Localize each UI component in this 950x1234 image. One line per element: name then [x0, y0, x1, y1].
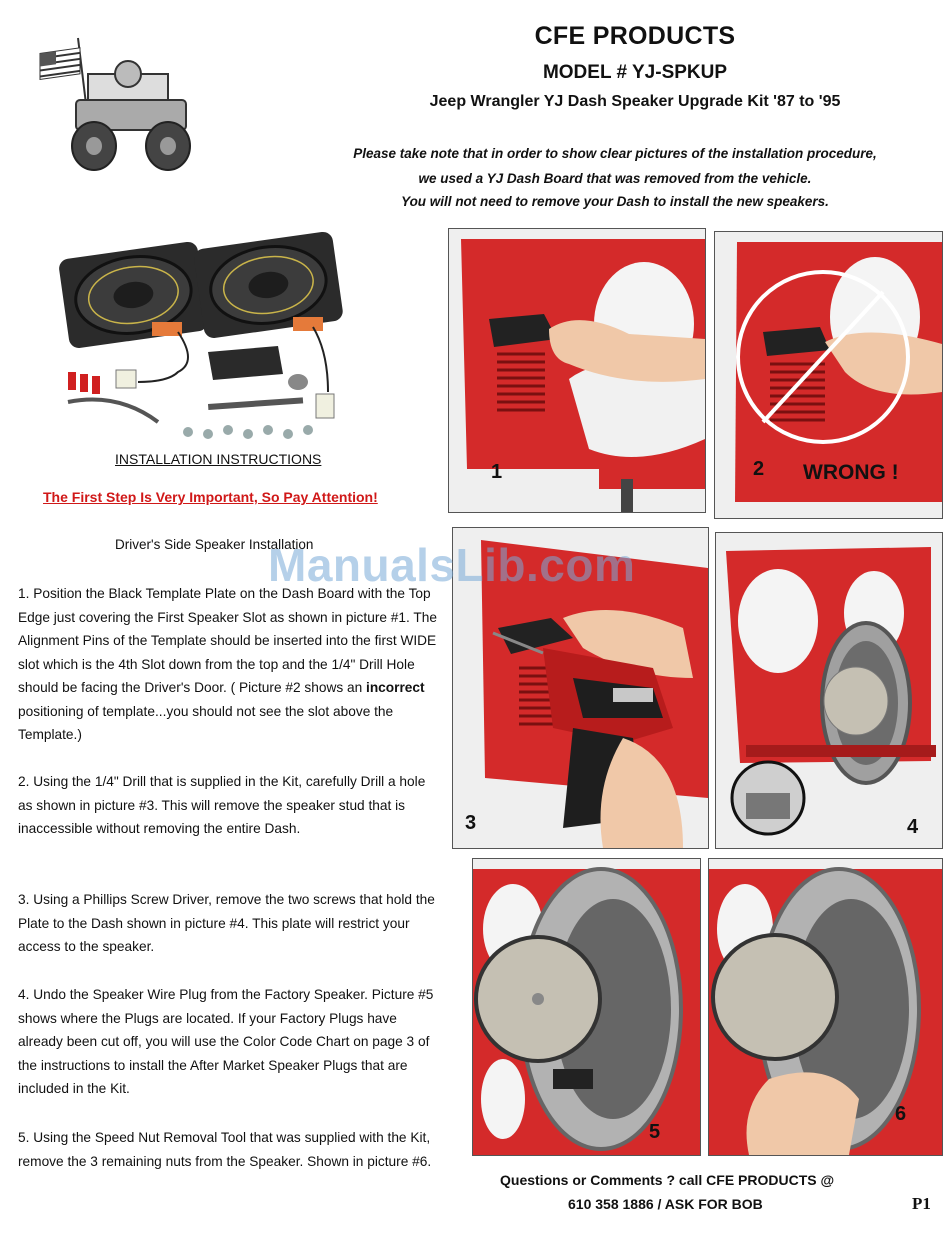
photo-6	[708, 858, 943, 1156]
step-3-paragraph: 3. Using a Phillips Screw Driver, remove the two screws that hold the Plate to the Dash shown in picture #4. This plate will restrict your access to the speaker.	[18, 892, 435, 954]
product-subtitle: Jeep Wrangler YJ Dash Speaker Upgrade Kit '87 to '95	[429, 93, 841, 110]
jeep-logo-icon	[36, 34, 196, 174]
step-2-paragraph: 2. Using the 1/4" Drill that is supplied in the Kit, carefully Drill a hole as shown in picture #3. This will remove the speaker stud that is inaccessible without removing the entire Dash.	[18, 774, 426, 836]
footer-contact-line: Questions or Comments ? call CFE PRODUCTS @	[500, 1172, 835, 1188]
wrong-label: WRONG !	[803, 461, 899, 484]
model-number: MODEL # YJ-SPKUP	[542, 62, 728, 83]
photo-5	[472, 858, 701, 1156]
photo-6-number: 6	[895, 1103, 907, 1125]
note-line-3: You will not need to remove your Dash to install the new speakers.	[401, 194, 829, 209]
photo-5-number: 5	[649, 1121, 661, 1143]
step-4-paragraph: 4. Undo the Speaker Wire Plug from the Factory Speaker. Picture #5 shows where the Plugs are located. If your Factory Plugs have already been cut off, you will use the Color Code Chart on page 3 of the instructions to install the After Market Speaker Plugs that are included in the Kit.	[18, 987, 434, 1096]
speaker-kit-photo	[58, 222, 358, 442]
photo-3-number: 3	[465, 812, 477, 834]
installation-instructions-heading: INSTALLATION INSTRUCTIONS	[115, 451, 322, 467]
step-1-bold: incorrect	[366, 680, 425, 695]
step-1-text-end: positioning of template...you should not see the slot above the Template.)	[18, 703, 394, 742]
step-1-paragraph	[18, 582, 438, 747]
note-line-1: Please take note that in order to show clear pictures of the installation procedure,	[353, 146, 877, 161]
photo-4	[715, 532, 943, 849]
first-step-warning: The First Step Is Very Important, So Pay Attention!	[43, 489, 378, 505]
document-title: CFE PRODUCTS	[534, 22, 736, 50]
section-heading: Driver's Side Speaker Installation	[115, 537, 314, 552]
photo-1	[448, 228, 706, 513]
footer-phone-line: 610 358 1886 / ASK FOR BOB	[568, 1196, 763, 1212]
photo-4-number: 4	[907, 816, 919, 838]
photo-1-number: 1	[491, 461, 503, 483]
photo-2-number: 2	[753, 458, 765, 480]
step-1-text: 1. Position the Black Template Plate on the Dash Board with the Top Edge just covering the First Speaker Slot as shown in picture #1. The Alignment Pins of the Template should be inserted into the first WIDE slot which is the 4th Slot down from the top and the 1/4" Drill Hole should be facing the Driver's Door. ( Picture #2 shows an	[18, 586, 437, 695]
page-number: P1	[912, 1194, 931, 1213]
watermark: ManualsLib.com	[268, 539, 636, 591]
note-line-2: we used a YJ Dash Board that was removed from the vehicle.	[418, 171, 812, 186]
step-5-paragraph: 5. Using the Speed Nut Removal Tool that was supplied with the Kit, remove the 3 remaining nuts from the Speaker. Shown in picture #6.	[18, 1130, 432, 1169]
